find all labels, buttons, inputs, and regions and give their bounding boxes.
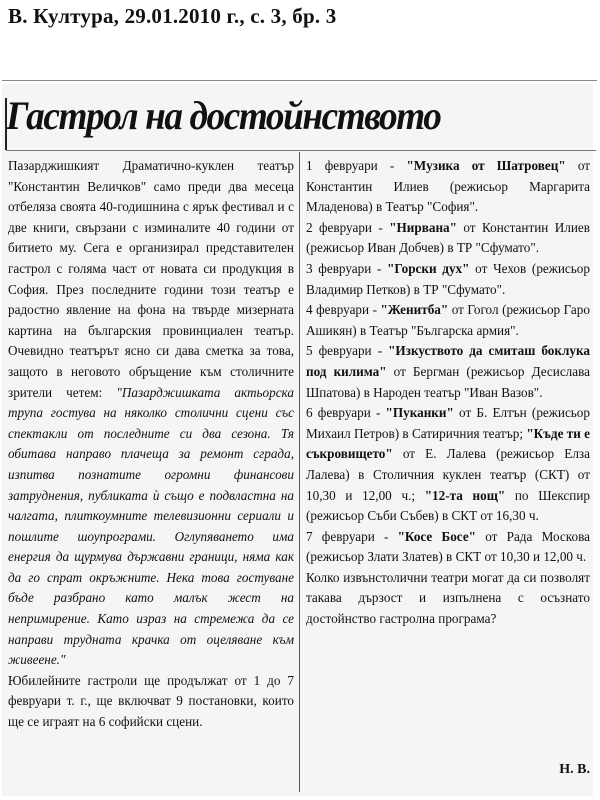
entry-title: "Нирвана" <box>389 219 457 235</box>
entry-details: от Гогол (режисьор Гаро Ашикян) в Театър "Българска армия". <box>306 302 590 338</box>
right-column <box>306 156 590 630</box>
headline-rule <box>6 150 596 151</box>
entry-title: "Косе Босе" <box>397 528 476 544</box>
entry-title: "Музика от Шатровец" <box>406 158 566 173</box>
closing-question: Колко извънстолични театри могат да си позволят такава дързост и изпълнена с осъзнато достойнство гастролна програма? <box>306 569 590 627</box>
schedule-entry <box>306 300 590 341</box>
theatre-quote: "Пазарджишката актьорска трупа гостува на няколко столични сцени със спектакли от последните си два сезона. Тя обитава направо плачеща за ремонт сграда, изпитва познатите огромни финансови затруднения, публиката ѝ също е подвластна на чалгата, плиткоумните телевизионни сериали и пошлите шоупрограми. Оглупяването има енергия да щурмува държавни граници, няма как да го спрат окръжните. Нека това гостуване бъде разбрано като малък жест на непримирение. Като израз на стремежа да се направи трудната крачка от оцеляване към живеене." <box>8 384 294 668</box>
entry-details: от Бергман (режисьор Десислава Шпатова) в Народен театър "Иван Вазов". <box>306 363 591 400</box>
entry-details: по Шекспир (режисьор Съби Събев) в СКТ от 16,30 ч. <box>306 487 590 524</box>
article-headline: Гастрол на достойнството <box>6 93 441 138</box>
entry-details: от Чехов (режисьор Владимир Петков) в ТР "Сфумато". <box>306 260 590 297</box>
author-signature: Н. В. <box>559 762 590 777</box>
schedule-entry <box>306 527 590 568</box>
entry-date: 5 февруари - <box>306 343 389 359</box>
entry-details: от Константин Илиев (режисьор Маргарита Младенова) в Театър "София". <box>306 158 591 215</box>
entry-date: 7 февруари - <box>306 528 398 544</box>
intro-paragraph <box>8 156 294 671</box>
schedule-entry <box>306 218 590 259</box>
entry-date: 4 февруари - <box>306 302 381 318</box>
entry-date: 3 февруари - <box>306 260 388 276</box>
schedule-entry <box>306 156 590 218</box>
entry-title: "Изкуството да смиташ боклука под килима" <box>306 343 590 379</box>
entry-date: 6 февруари - <box>306 405 386 421</box>
top-rule <box>2 80 597 81</box>
entry-title: "12-та нощ" <box>424 487 506 503</box>
left-column <box>8 156 294 733</box>
column-divider <box>299 152 300 792</box>
entry-title: "Женитба" <box>380 302 449 318</box>
entry-title: "Горски дух" <box>387 260 470 276</box>
entry-details: от Б. Елтън (режисьор Михаил Петров) в Сатиричния театър; <box>306 405 590 441</box>
schedule-entry <box>306 341 590 403</box>
entry-title: "Пуканки" <box>385 405 454 421</box>
publication-source: В. Култура, 29.01.2010 г., с. 3, бр. 3 <box>8 4 337 28</box>
entry-details: от Е. Лалева (режисьор Елза Лалева) в Столичния куклен театър (СКТ) от 10,30 и 12,00 ч.; <box>306 446 590 503</box>
schedule-entry <box>306 259 590 300</box>
schedule-entry <box>306 403 590 527</box>
entry-title: "Къде ти е съкровището" <box>306 425 591 462</box>
entry-date: 1 февруари - <box>306 158 407 173</box>
entry-details: от Константин Илиев (режисьор Иван Добчев) в ТР "Сфумато". <box>306 219 590 256</box>
closing-paragraph: Юбилейните гастроли ще продължат от 1 до 7 февруари т. г., ще включват 9 постановки, които ще се играят на 6 софийски сцени. <box>8 672 294 730</box>
intro-text: Пазарджишкият Драматично-куклен театър "Константин Величков" само преди два месеца отбеляза своята 40-годишнина с ярък фестивал и с две книги, свързани с изминалите 40 години от битието му. Сега е организирал представителен гастрол с голяма част от новата си продукция в София. През последните години този театър е радостно явление на фона на твърде мизерната картина на българския провинциален театър. Очевидно театърът ясно си дава сметка за това, защото в неговото обръщение към столичните зрители четем: <box>8 158 294 400</box>
entry-date: 2 февруари - <box>306 219 390 235</box>
entry-details: от Рада Москова (режисьор Злати Златев) в СКТ от 10,30 и 12,00 ч. <box>306 528 590 565</box>
